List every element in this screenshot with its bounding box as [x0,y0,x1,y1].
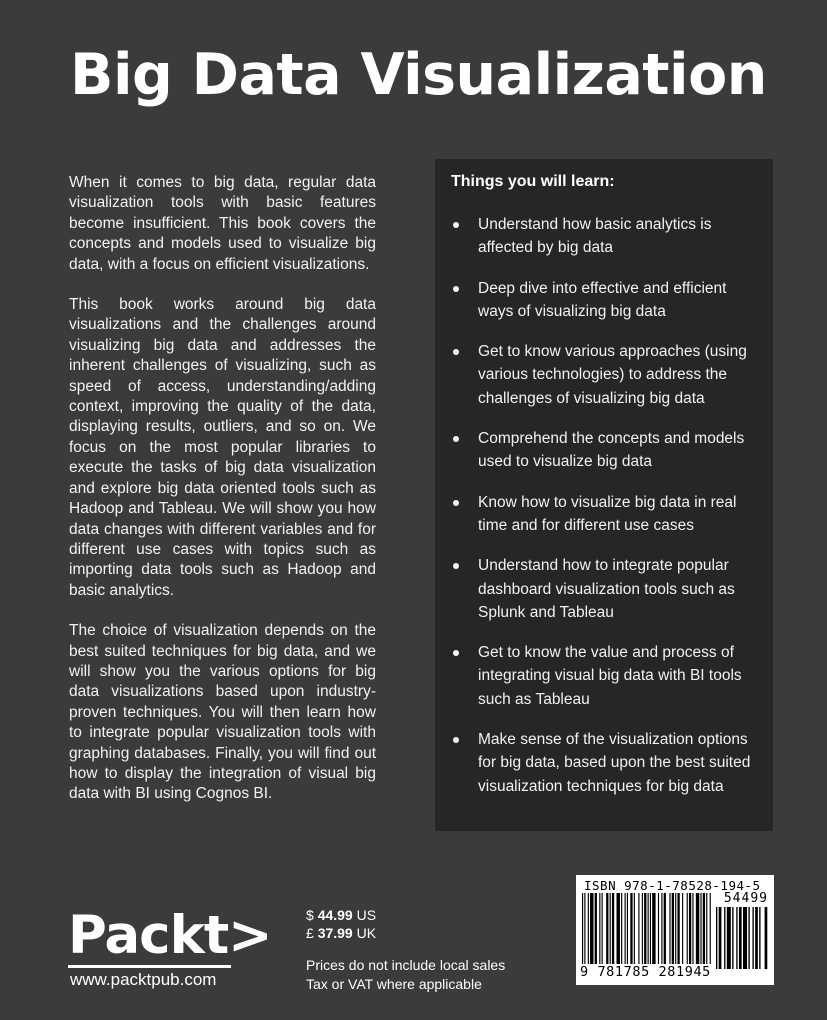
learn-item-text: Understand how to integrate popular dashboard visualization tools such as Splunk and Tableau [478,557,735,621]
learn-item-text: Understand how basic analytics is affected by big data [478,216,712,257]
barcode-bar [675,893,676,973]
currency-region: US [352,907,377,923]
price-block [306,906,376,942]
barcode-bar [752,907,753,969]
book-description [69,173,376,825]
learn-heading: Things you will learn: [451,173,615,190]
barcode-bar [610,893,611,973]
barcode-bar [617,893,620,973]
barcode-bar [669,893,670,973]
bullet-icon [453,436,459,442]
barcode-bar [599,893,600,973]
learn-item [451,213,757,260]
logo-wordmark: Packt> [68,905,272,966]
price-amount: 44.99 [317,907,353,923]
learn-item [451,427,757,474]
barcode-bar [648,893,649,973]
bullet-icon [453,737,459,743]
learn-item [451,491,757,538]
description-paragraph: The choice of visualization depends on the best suited techniques for big data, and we will show you the various options for big data visualizations based upon industry-proven techniques. You will then learn how to integrate popular visualization tools with graphing databases. Finally, you will find out how to display the integration of visual big data with BI using Cognos BI. [69,622,376,803]
barcode-bar [748,907,749,969]
barcode-bar [689,893,691,973]
barcode-bar [664,893,666,973]
price-notes [306,956,505,994]
barcode-bar [710,893,711,973]
addon-barcode-bars-icon [716,907,768,969]
barcode-bar [706,893,707,973]
bullet-icon [453,286,459,292]
learn-item-text: Know how to visualize big data in real time and for different use cases [478,493,737,534]
price-gbp [306,924,376,942]
bullet-icon [453,650,459,656]
price-usd [306,906,376,924]
learn-item-text: Comprehend the concepts and models used to visualize big data [478,430,745,471]
barcode-bar [642,893,643,973]
price-amount: 37.99 [317,925,353,941]
learn-item [451,277,757,324]
bullet-icon [453,222,459,228]
barcode-bar [765,907,768,969]
bullet-icon [453,500,459,506]
learn-item-text: Make sense of the visualization options for big data, based upon the best suited visualization techniques for big data [478,731,751,795]
barcode-bar [727,907,731,969]
barcode-bar [759,907,760,969]
barcode-bar [658,893,659,973]
publisher-url[interactable]: www.packtpub.com [70,970,217,989]
isbn-barcode [576,875,774,985]
packt-logo [68,906,272,968]
barcode-bar [590,893,593,973]
barcode-bar [582,893,583,973]
learn-item [451,340,757,410]
learn-item-text: Deep dive into effective and efficient ways of visualizing big data [478,279,727,320]
barcode-bars-icon [582,893,716,973]
barcode-bar [588,893,589,973]
barcode-bar [634,893,635,973]
bullet-icon [453,349,459,355]
barcode-bar [755,907,758,969]
barcode-bar [638,893,639,973]
barcode-bar [724,907,725,969]
barcode-bar [719,907,722,969]
barcode-bar [650,893,651,973]
currency-region: UK [352,925,377,941]
price-note-line: Tax or VAT where applicable [306,976,482,992]
barcode-bar [621,893,622,973]
barcode-bar [739,907,742,969]
barcode-bar [692,893,693,973]
barcode-bar [661,893,662,973]
barcode-bar [716,907,717,969]
barcode-bar [606,893,608,973]
barcode-bar [612,893,614,973]
learn-item [451,641,757,711]
barcode-bar [625,893,626,973]
barcode-bar [627,893,628,973]
barcode-bar [644,893,646,973]
barcode-bar [677,893,679,973]
barcode-bar [630,893,632,973]
barcode-bar [736,907,737,969]
isbn-label: ISBN 978-1-78528-194-5 [584,878,761,893]
price-note-line: Prices do not include local sales [306,957,506,973]
bullet-icon [453,563,459,569]
barcode-bar [743,907,747,969]
book-title: Big Data Visualization [70,42,767,108]
description-paragraph: When it comes to big data, regular data visualization tools with basic features become insufficient. This book covers the concepts and models used to visualize big data, with a focus on efficient visualizations. [69,174,376,273]
currency-symbol: £ [306,925,318,941]
price-addon-number: 54499 [723,891,768,906]
learn-list [451,213,757,798]
barcode-bar [584,893,585,973]
barcode-bar [682,893,683,973]
learn-item-text: Get to know various approaches (using various technologies) to address the challenges of visualizing big data [478,343,747,407]
barcode-bar [595,893,597,973]
currency-symbol: $ [306,907,318,923]
barcode-bar [687,893,688,973]
barcode-bar [602,893,603,973]
learn-panel [435,159,773,831]
barcode-bar [652,893,655,973]
barcode-bar [672,893,674,973]
learn-item [451,728,757,798]
barcode-bar [696,893,699,973]
barcode-bar [700,893,701,973]
learn-item-text: Get to know the value and process of integrating visual big data with BI tools such as Tableau [478,644,742,708]
learn-item [451,554,757,624]
ean-number: 9 781785 281945 [580,964,711,980]
barcode-bar [732,907,733,969]
description-paragraph: This book works around big data visualizations and the challenges around visualizing big data and addresses the inherent challenges of visualizing, such as speed of access, understanding/adding context, improving the quality of the data, displaying results, outliers, and so on. We focus on the most popular libraries to execute the tasks of big data visualization and explore big data oriented tools such as Hadoop and Tableau. We will show you how data changes with different variables and for different use cases with topics such as importing data tools such as Hadoop and basic analytics. [69,296,376,599]
barcode-bar [703,893,705,973]
